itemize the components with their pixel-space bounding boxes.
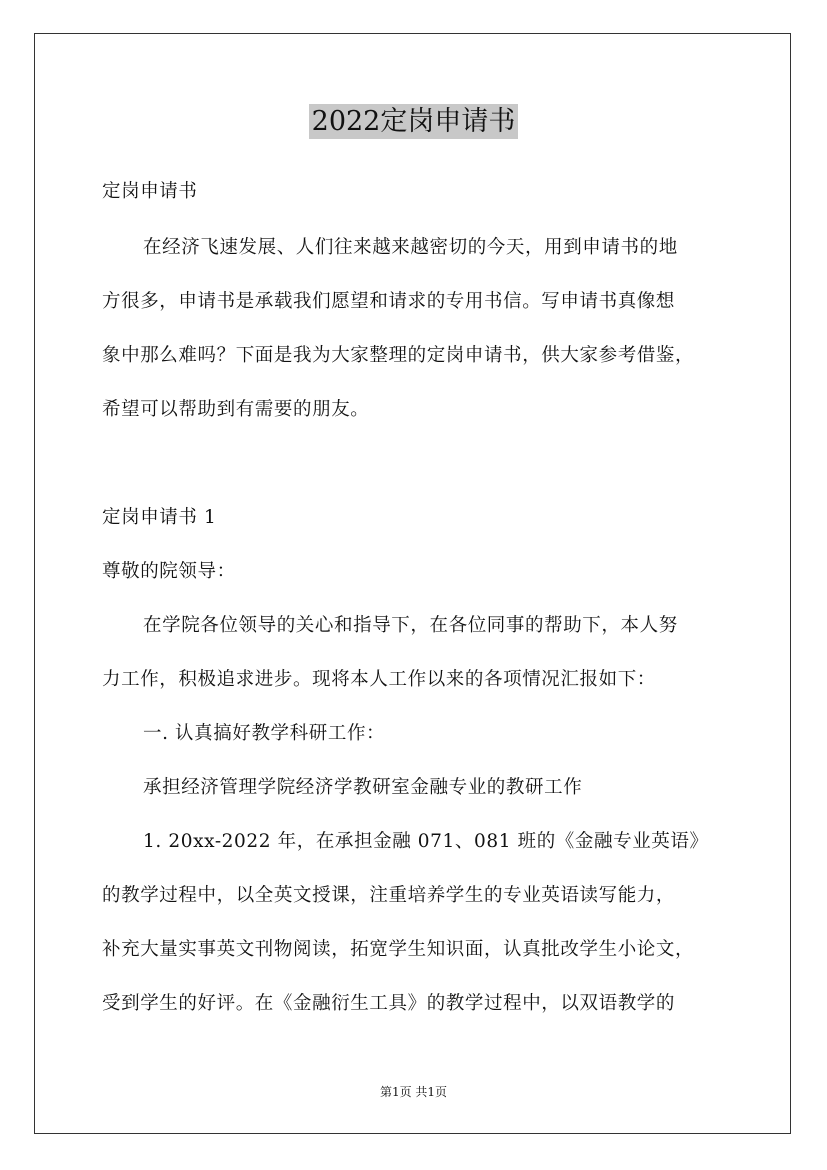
paragraph-line: 在经济飞速发展、人们往来越来越密切的今天，用到申请书的地 bbox=[143, 237, 678, 258]
paragraph-line: 方很多，申请书是承载我们愿望和请求的专用书信。写申请书真像想 bbox=[102, 291, 676, 312]
section-heading: 定岗申请书 1 bbox=[102, 507, 217, 528]
document-title bbox=[0, 100, 827, 144]
salutation: 尊敬的院领导： bbox=[102, 561, 236, 582]
paragraph-line: 希望可以帮助到有需要的朋友。 bbox=[102, 399, 370, 420]
paragraph-line: 的教学过程中，以全英文授课，注重培养学生的专业英语读写能力， bbox=[102, 885, 676, 906]
paragraph-line: 象中那么难吗？下面是我为大家整理的定岗申请书，供大家参考借鉴， bbox=[102, 345, 695, 366]
paragraph-line: 受到学生的好评。在《金融衍生工具》的教学过程中，以双语教学的 bbox=[102, 993, 676, 1014]
paragraph-line: 补充大量实事英文刊物阅读，拓宽学生知识面，认真批改学生小论文， bbox=[102, 939, 695, 960]
page-footer: 第1页 共1页 bbox=[379, 1085, 448, 1099]
paragraph-line: 在学院各位领导的关心和指导下，在各位同事的帮助下，本人努 bbox=[143, 615, 678, 636]
paragraph-line: 1. 20xx-2022 年，在承担金融 071、081 班的《金融专业英语》 bbox=[143, 831, 709, 852]
paragraph-line: 定岗申请书 bbox=[102, 181, 198, 202]
subheading: 一. 认真搞好教学科研工作： bbox=[143, 723, 386, 744]
document-title-text: 2022定岗申请书 bbox=[309, 104, 519, 139]
paragraph-line: 承担经济管理学院经济学教研室金融专业的教研工作 bbox=[143, 777, 583, 798]
paragraph-line: 力工作，积极追求进步。现将本人工作以来的各项情况汇报如下： bbox=[102, 669, 656, 690]
